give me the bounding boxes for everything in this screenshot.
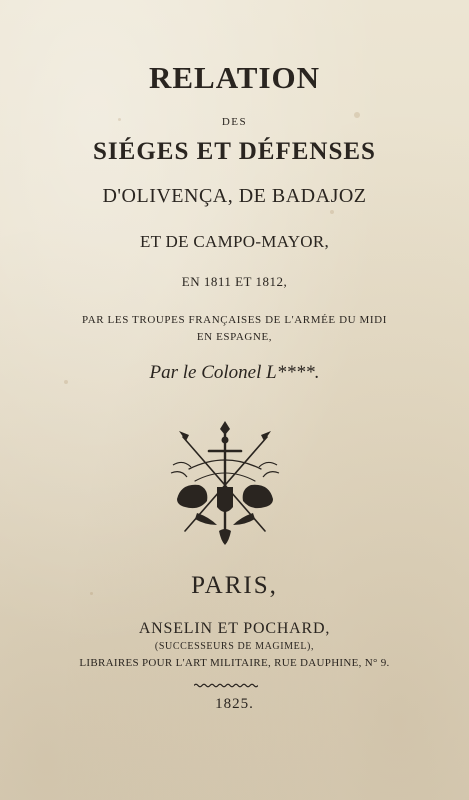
places-continued-line: ET DE CAMPO-MAYOR, [139,232,330,251]
imprint-city: PARIS, [191,572,278,599]
imprint-booksellers-address: LIBRAIRES POUR L'ART MILITAIRE, RUE DAUPHINE, N° 9. [79,657,390,669]
title-connector: DES [221,116,248,128]
wavy-divider [194,683,258,688]
foxing-spot [330,210,334,214]
imprint-year: 1825. [215,696,254,712]
author-line: Par le Colonel L****. [149,362,320,383]
book-title: RELATION [148,60,321,95]
military-trophy-emblem [169,421,281,547]
imprint-successors: (SUCCESSEURS DE MAGIMEL), [154,641,315,652]
troops-line: PAR LES TROUPES FRANÇAISES DE L'ARMÉE DU MIDI [82,314,387,326]
troops-line-continued: EN ESPAGNE, [196,331,273,343]
imprint-publisher: ANSELIN ET POCHARD, [138,620,331,637]
places-line: D'OLIVENÇA, DE BADAJOZ [102,185,367,207]
book-subtitle: SIÉGES ET DÉFENSES [93,138,376,165]
years-line: EN 1811 ET 1812, [181,274,288,289]
